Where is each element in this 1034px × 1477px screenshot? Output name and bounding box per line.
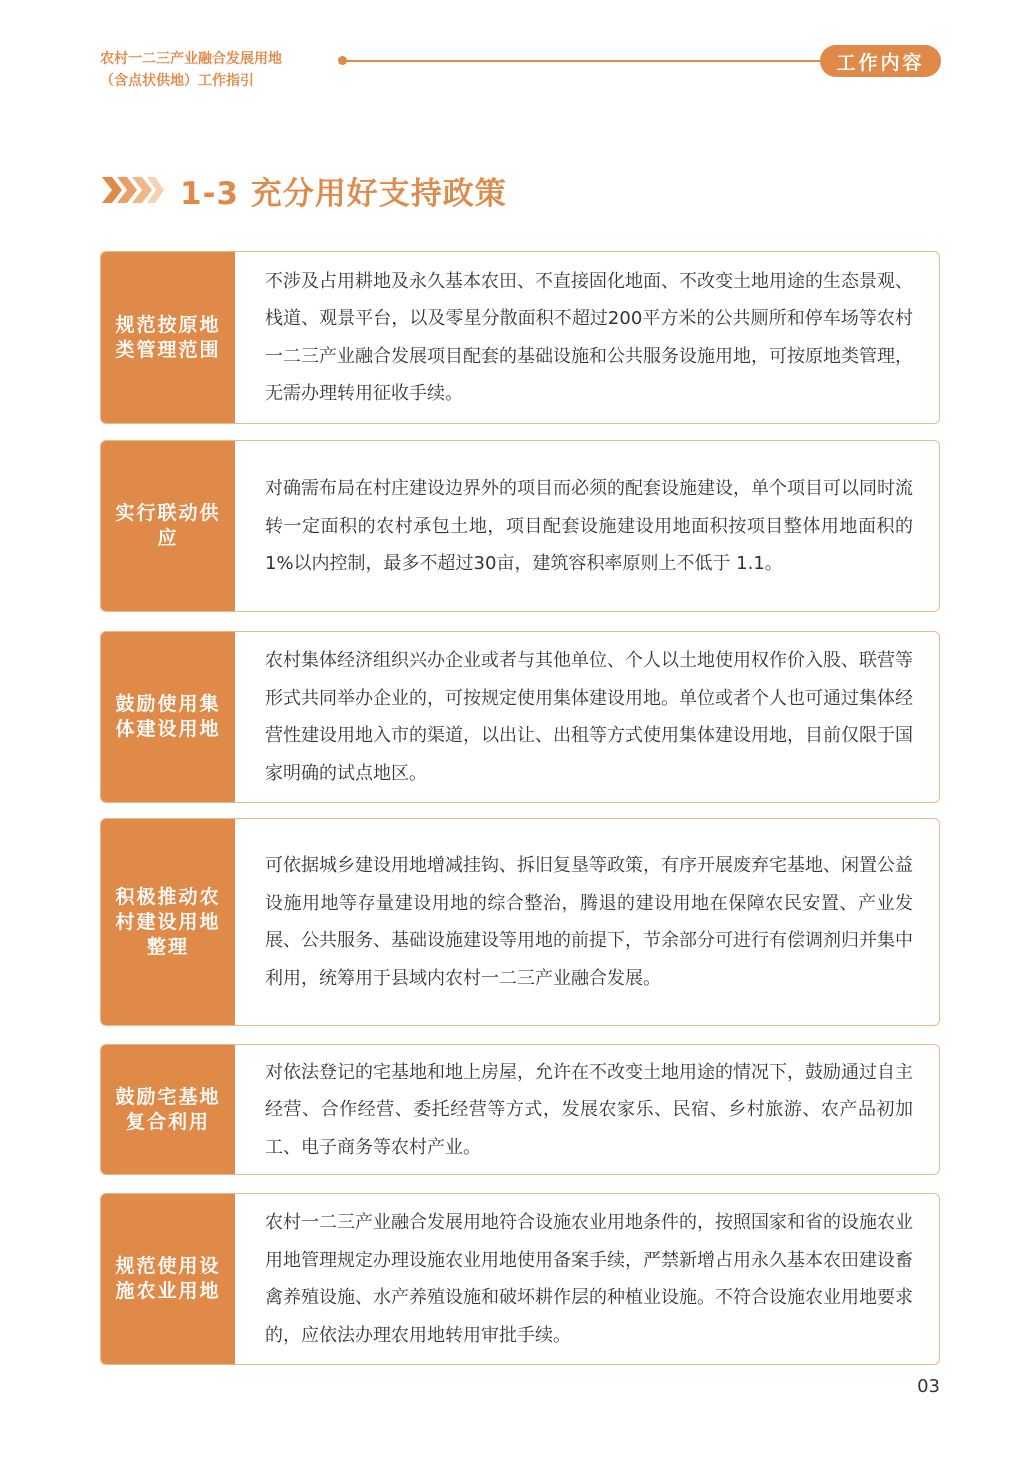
policy-card — [100, 631, 940, 803]
document-title-line2: （含点状供地）工作指引 — [100, 73, 254, 89]
policy-card — [100, 251, 940, 424]
policy-text: 对确需布局在村庄建设边界外的项目而必须的配套设施建设，单个项目可以同时流转一定面积的农村承包土地，项目配套设施建设用地面积按项目整体用地面积的1%以内控制，最多不超过30亩，建筑容积率原则上不低于 1.1。 — [265, 477, 913, 574]
section-title: 1-3 充分用好支持政策 — [180, 175, 507, 212]
policy-text: 可依据城乡建设用地增减挂钩、拆旧复垦等政策，有序开展废弃宅基地、闲置公益设施用地等存量建设用地的综合整治，腾退的建设用地在保障农民安置、产业发展、公共服务、基础设施建设等用地的前提下，节余部分可进行有偿调剂归并集中利用，统筹用于县域内农村一二三产业融合发展。 — [265, 855, 913, 989]
document-title-line1: 农村一二三产业融合发展用地 — [100, 51, 282, 67]
policy-label: 鼓励使用集体建设用地 — [101, 632, 235, 802]
policy-text: 农村一二三产业融合发展用地符合设施农业用地条件的，按照国家和省的设施农业用地管理规定办理设施农业用地使用备案手续，严禁新增占用永久基本农田建设畜禽养殖设施、水产养殖设施和破坏耕作层的种植业设施。不符合设施农业用地要求的，应依法办理农用地转用审批手续。 — [265, 1212, 913, 1346]
policy-label: 积极推动农村建设用地整理 — [101, 819, 235, 1025]
policy-text: 不涉及占用耕地及永久基本农田、不直接固化地面、不改变土地用途的生态景观、栈道、观景平台，以及零星分散面积不超过200平方米的公共厕所和停车场等农村一二三产业融合发展项目配套的基础设施和公共服务设施用地，可按原地类管理，无需办理转用征收手续。 — [265, 270, 913, 404]
policy-card — [100, 818, 940, 1026]
policy-card — [100, 440, 940, 612]
policy-label: 规范使用设施农业用地 — [101, 1194, 235, 1364]
policy-label: 实行联动供应 — [101, 441, 235, 611]
section-heading — [100, 168, 507, 212]
header-divider — [346, 60, 826, 62]
policy-text: 对依法登记的宅基地和地上房屋，允许在不改变土地用途的情况下，鼓励通过自主经营、合作经营、委托经营等方式，发展农家乐、民宿、乡村旅游、农产品初加工、电子商务等农村产业。 — [265, 1061, 913, 1158]
document-title — [100, 48, 340, 92]
section-badge: 工作内容 — [820, 45, 941, 77]
chevrons-icon — [100, 175, 166, 205]
policy-label: 鼓励宅基地复合利用 — [101, 1045, 235, 1174]
header-divider-dot — [338, 56, 347, 65]
policy-card — [100, 1044, 940, 1175]
policy-card — [100, 1193, 940, 1365]
policy-label: 规范按原地类管理范围 — [101, 252, 235, 423]
page-number: 03 — [917, 1376, 940, 1397]
policy-text: 农村集体经济组织兴办企业或者与其他单位、个人以土地使用权作价入股、联营等形式共同举办企业的，可按规定使用集体建设用地。单位或者个人也可通过集体经营性建设用地入市的渠道，以出让、出租等方式使用集体建设用地，目前仅限于国家明确的试点地区。 — [265, 650, 913, 784]
